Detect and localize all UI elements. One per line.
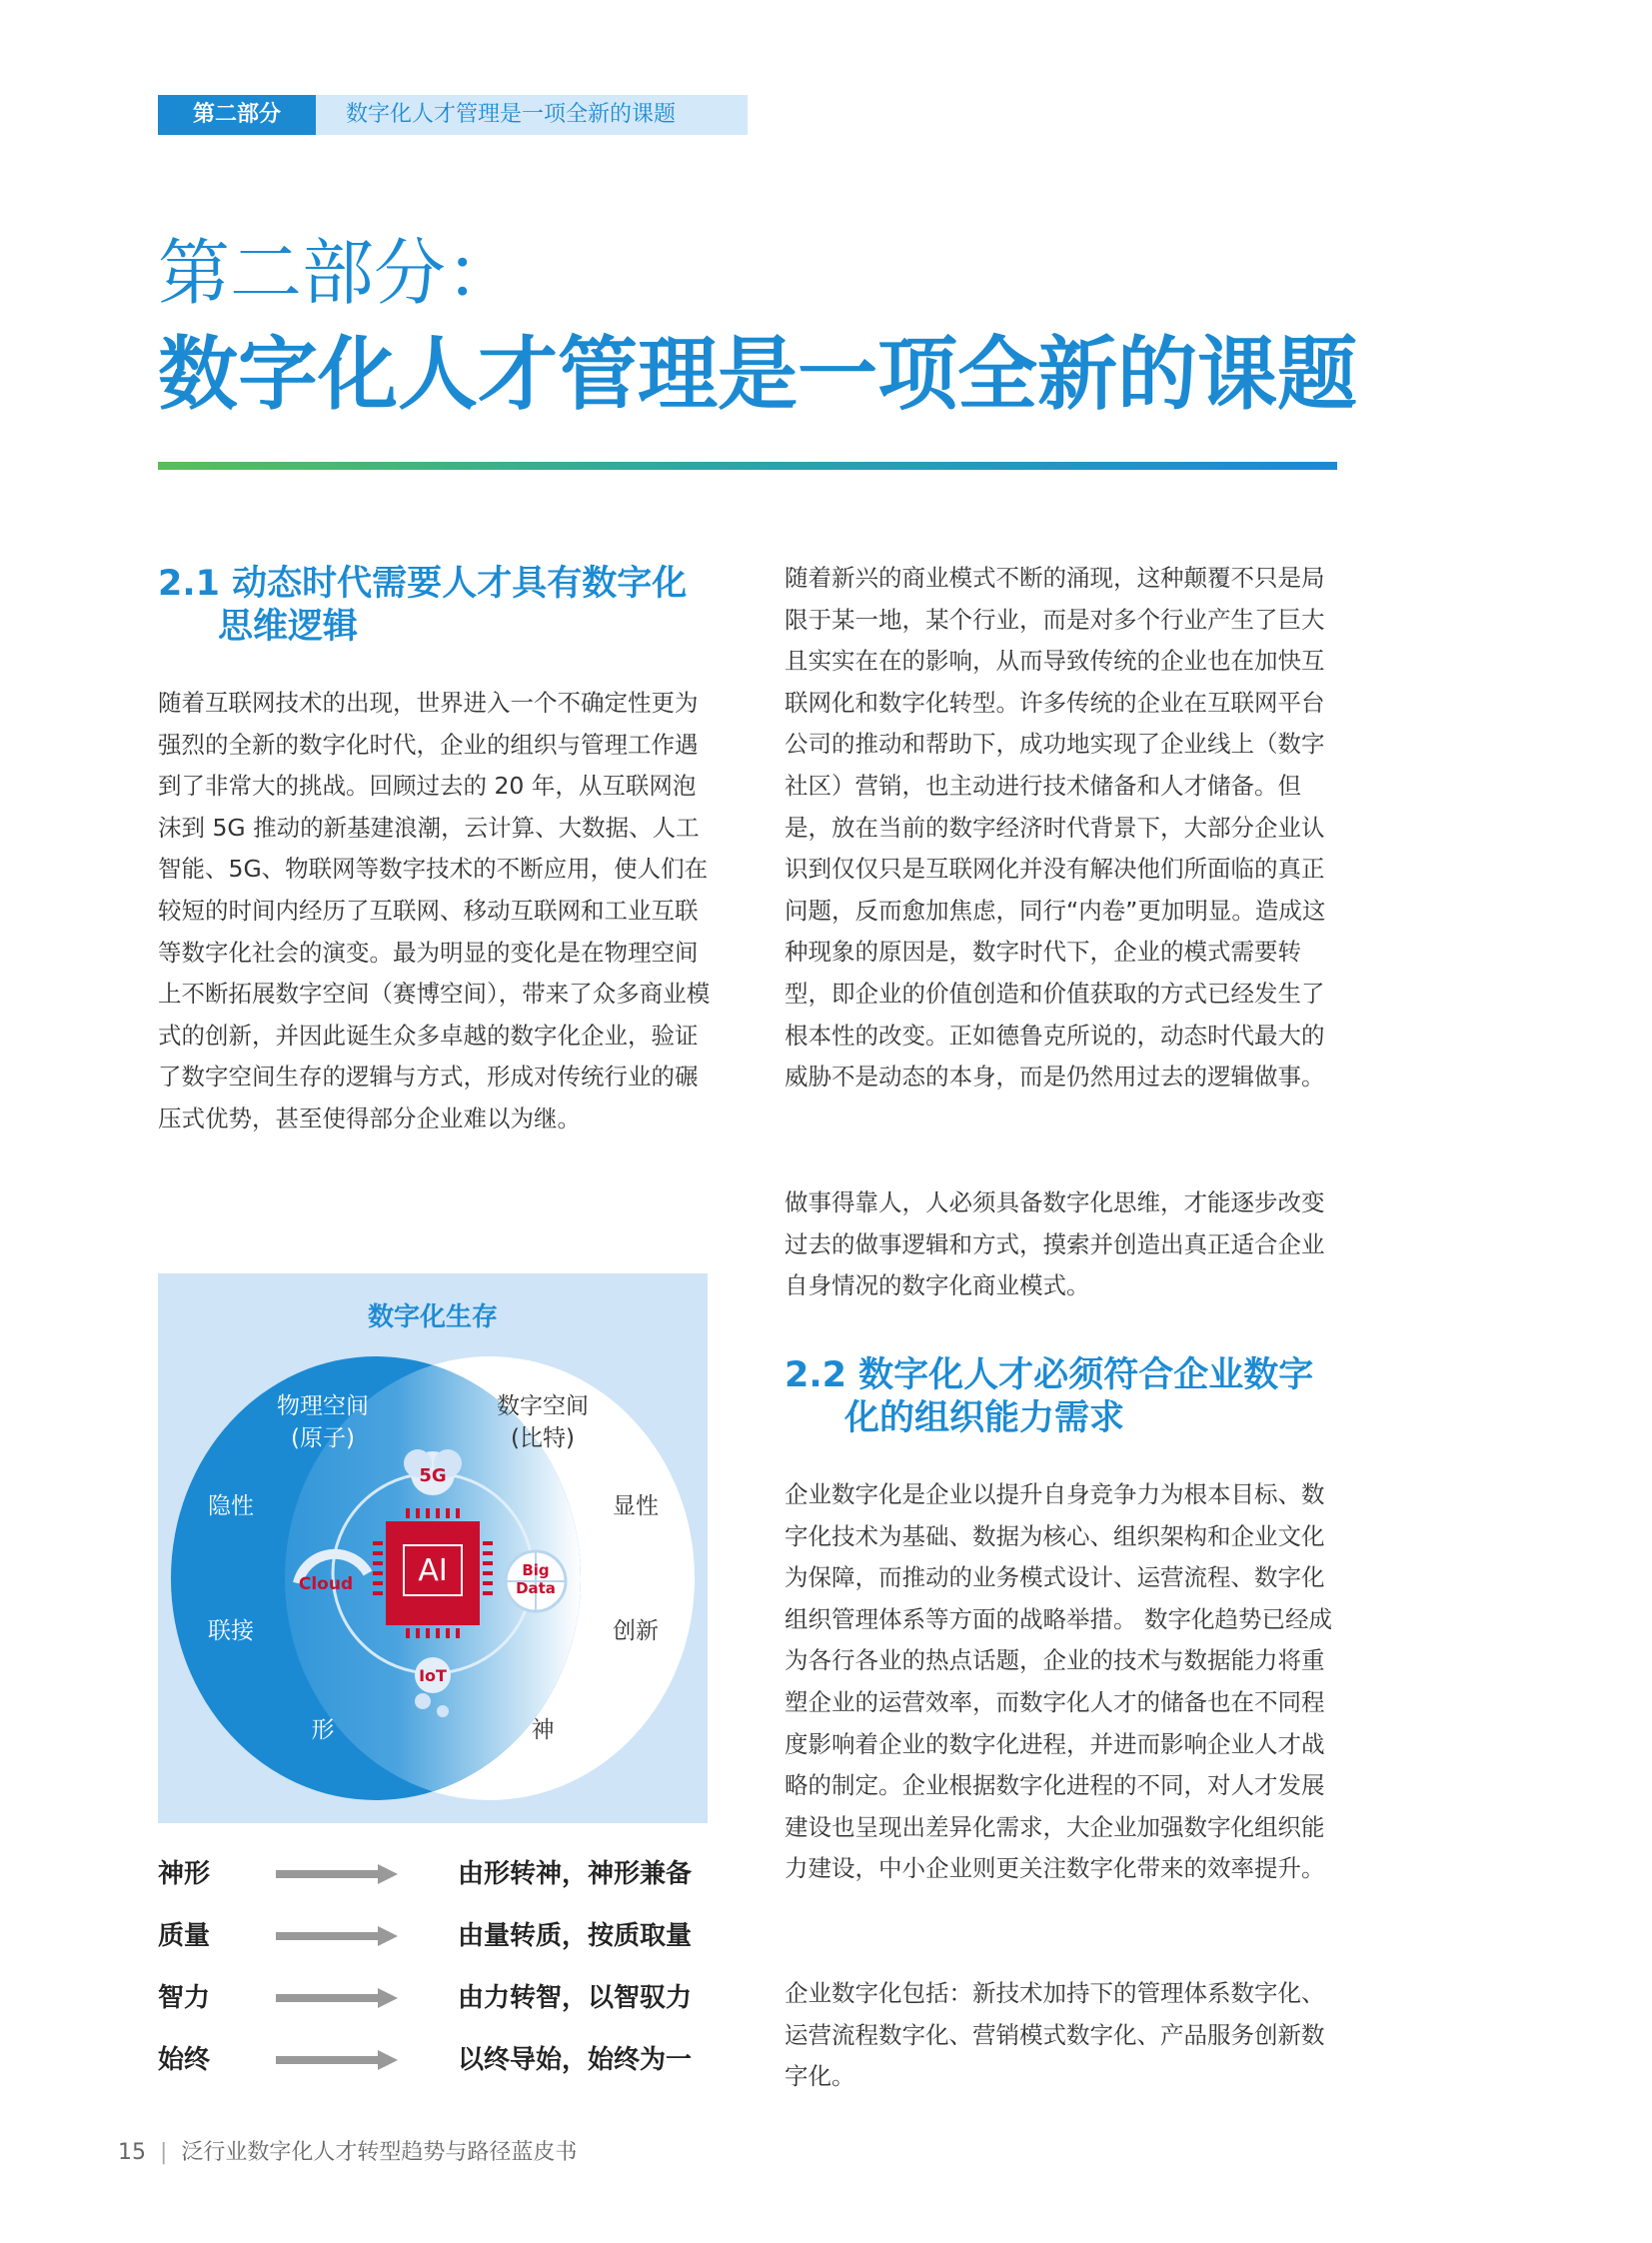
svg-text:5G: 5G [419, 1465, 447, 1486]
footer-separator: | [160, 2140, 168, 2165]
physical-space-sublabel: (原子) [291, 1425, 355, 1451]
section-2-1-paragraph: 随着互联网技术的出现，世界进入一个不确定性更为强烈的全新的数字化时代，企业的组织与管理工作遇到了非常大的挑战。回顾过去的 20 年，从互联网泡沫到 5G 推动的新基建浪潮，云计算、大数据、人工智能、5G、物联网等数字技术的不断应用，使人们在较短的时间内经历了互联网、移动互联网和工业互联等数字化社会的演变。最为明显的变化是在物理空间上不断拓展数字空间（赛博空间），带来了众多商业模式的创新，并因此诞生众多卓越的数字化企业，验证了数字空间生存的逻辑与方式，形成对传统行业的碾压式优势，甚至使得部分企业难以为继。 [158, 689, 711, 1132]
title-divider [158, 462, 1337, 470]
left-top-label: 隐性 [208, 1493, 254, 1519]
section-2-2-heading-line1: 2.2 数字化人才必须符合企业数字 [785, 1355, 1314, 1395]
right-paragraph-1: 随着新兴的商业模式不断的涌现，这种颠覆不只是局限于某一地，某个行业，而是对多个行业产生了巨大且实实在在的影响，从而导致传统的企业也在加快互联网化和数字化转型。许多传统的企业在互联网平台公司的推动和帮助下，成功地实现了企业线上（数字社区）营销，也主动进行技术储备和人才储备。但是，放在当前的数字经济时代背景下，大部分企业认识到仅仅只是互联网化并没有解决他们所面临的真正问题，反而愈加焦虑，同行“内卷”更加明显。造成这种现象的原因是，数字时代下，企业的模式需要转型，即企业的价值创造和价值获取的方式已经发生了根本性的改变。正如德鲁克所说的，动态时代最大的威胁不是动态的本身，而是仍然用过去的逻辑做事。 [785, 564, 1326, 1092]
ai-chip-icon [373, 1508, 493, 1638]
transformation-row [158, 2040, 710, 2080]
ai-chip-label: AI [418, 1553, 448, 1588]
section-2-2-paragraph-1: 企业数字化是企业以提升自身竞争力为根本目标、数字化技术为基础、数据为核心、组织架构和企业文化为保障，而推动的业务模式设计、运营流程、数字化组织管理体系等方面的战略举措。 数字化趋势已经成为各行各业的热点话题，企业的技术与数据能力将重塑企业的运营效率，而数字化人才的储备也在不同程度影响着企业的数字化进程，并进而影响企业人才战略的制定。企业根据数字化进程的不同，对人才发展建设也呈现出差异化需求，大企业加强数字化组织能力建设，中小企业则更关注数字化带来的效率提升。 [785, 1480, 1332, 1883]
transformation-value: 由量转质，按质取量 [458, 1921, 693, 1951]
arrow-right-icon [276, 1988, 398, 2012]
transformation-value: 以终导始，始终为一 [458, 2045, 693, 2075]
transformation-key: 神形 [158, 1859, 211, 1889]
digital-survival-diagram [158, 1273, 708, 1823]
section-tab: 第二部分 [158, 95, 316, 135]
page-number: 15 [118, 2140, 146, 2165]
transformation-row [158, 1978, 710, 2018]
transformation-row [158, 1916, 710, 1956]
transformation-value: 由力转智，以智驭力 [458, 1983, 693, 2013]
arrow-right-icon [276, 1864, 398, 1888]
section-2-1-heading [158, 563, 718, 649]
digital-space-sublabel: (比特) [511, 1425, 575, 1451]
right-paragraph-2: 做事得靠人，人必须具备数字化思维，才能逐步改变过去的做事逻辑和方式，摸索并创造出真正适合企业自身情况的数字化商业模式。 [785, 1188, 1325, 1300]
transformation-key: 智力 [158, 1983, 211, 2013]
arrow-right-icon [276, 2050, 398, 2074]
section-2-1-heading-line1: 2.1 动态时代需要人才具有数字化 [158, 564, 688, 604]
transformation-value: 由形转神，神形兼备 [458, 1859, 693, 1889]
right-top-label: 显性 [613, 1493, 659, 1519]
transformation-key: 始终 [158, 2045, 211, 2075]
section-tab-title: 数字化人才管理是一项全新的课题 [316, 95, 748, 135]
page-title-line1: 第二部分： [158, 231, 519, 315]
section-2-2-heading-line2: 化的组织能力需求 [844, 1398, 1125, 1438]
transformation-key: 质量 [158, 1921, 211, 1951]
digital-space-label: 数字空间 [497, 1393, 589, 1419]
page-footer [118, 2137, 577, 2169]
page-title-line2: 数字化人才管理是一项全新的课题 [158, 328, 1357, 421]
svg-text:Big: Big [522, 1561, 550, 1579]
section-2-2-paragraph-2: 企业数字化包括：新技术加持下的管理体系数字化、运营流程数字化、营销模式数字化、产品服务创新数字化。 [785, 1979, 1325, 2091]
arrow-right-icon [276, 1926, 398, 1950]
book-title: 泛行业数字化人才转型趋势与路径蓝皮书 [181, 2140, 578, 2165]
right-mid-label: 创新 [613, 1618, 659, 1644]
section-2-1-heading-line2: 思维逻辑 [218, 607, 359, 647]
diagram-title: 数字化生存 [367, 1302, 499, 1332]
svg-text:IoT: IoT [419, 1666, 447, 1685]
svg-text:Data: Data [516, 1579, 556, 1597]
left-bottom-label: 形 [311, 1717, 335, 1743]
left-mid-label: 联接 [208, 1618, 254, 1644]
right-bottom-label: 神 [531, 1717, 555, 1743]
svg-text:Cloud: Cloud [298, 1574, 354, 1594]
section-2-2-heading [785, 1354, 1344, 1440]
transformation-row [158, 1854, 710, 1894]
big-data-icon [506, 1551, 566, 1611]
physical-space-label: 物理空间 [277, 1393, 369, 1419]
